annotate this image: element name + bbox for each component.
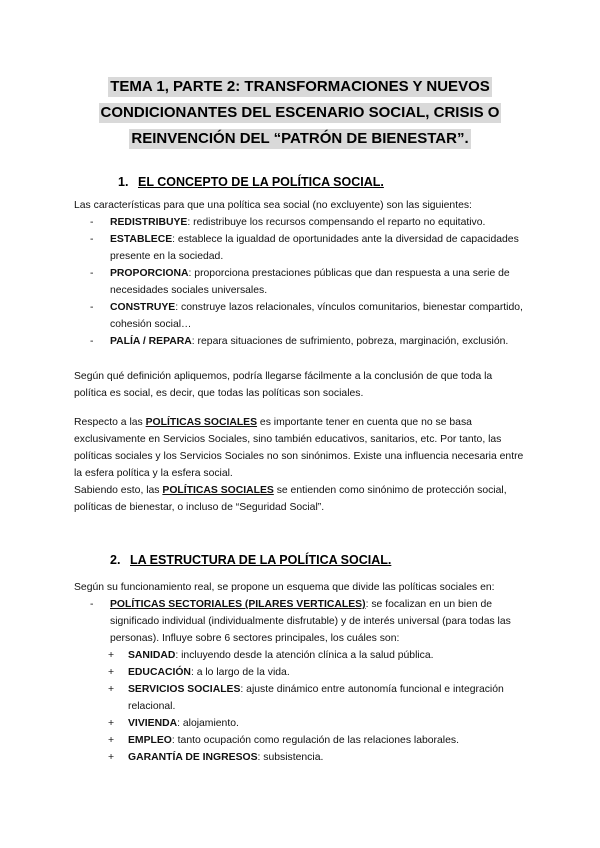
dash-bullet: - — [90, 234, 94, 245]
section-2-intro: Según su funcionamiento real, se propone un esquema que divide las políticas sociales en: — [74, 582, 495, 593]
sector-item — [74, 715, 526, 732]
structure-list — [74, 596, 526, 766]
item-text: : establece la igualdad de oportunidades ante la diversidad de capacidades presente en la sociedad. — [110, 234, 519, 262]
section-2-title: LA ESTRUCTURA DE LA POLÍTICA SOCIAL. — [130, 553, 392, 567]
section-1-number: 1. — [118, 175, 129, 189]
section-2-heading — [110, 553, 391, 567]
list-item — [74, 265, 526, 299]
section-1-title: EL CONCEPTO DE LA POLÍTICA SOCIAL. — [138, 175, 384, 189]
dash-bullet: - — [90, 268, 94, 279]
sector-item — [74, 732, 526, 749]
item-term: ESTABLECE — [110, 234, 173, 245]
list-item — [74, 231, 526, 265]
list-item-sectoriales — [74, 596, 526, 766]
para-text: Sabiendo esto, las — [74, 485, 163, 496]
document-title — [0, 74, 600, 152]
underlined-term: POLÍTICAS SOCIALES — [145, 417, 258, 428]
title-line-2: CONDICIONANTES DEL ESCENARIO SOCIAL, CRISIS O — [100, 104, 500, 121]
plus-bullet: + — [108, 650, 115, 661]
sector-text: : alojamiento. — [177, 718, 239, 729]
plus-bullet: + — [108, 667, 115, 678]
plus-bullet: + — [108, 735, 115, 746]
sector-term: SERVICIOS SOCIALES — [128, 684, 241, 695]
sector-term: EMPLEO — [128, 735, 172, 746]
sector-term: SANIDAD — [128, 650, 176, 661]
sector-item — [74, 647, 526, 664]
sector-term: EDUCACIÓN — [128, 667, 191, 678]
characteristics-list — [74, 214, 526, 350]
para-text: se entienden como sinónimo de protección social, políticas de bienestar, o incluso de “Seguridad Social”. — [74, 485, 507, 513]
item-text: : redistribuye los recursos compensando el reparto no equitativo. — [187, 217, 486, 228]
list-item — [74, 214, 526, 231]
sector-term: VIVIENDA — [128, 718, 178, 729]
list-item — [74, 333, 526, 350]
item-text: : construye lazos relacionales, vínculos comunitarios, bienestar compartido, cohesión social… — [110, 302, 523, 330]
para-text: es importante tener en cuenta que no se basa exclusivamente en Servicios Sociales, sino también educativos, sanitarios, etc. Por tanto, las políticas sociales y los Servicios Sociales no son sinónimos. Existe una influencia necesaria entre la esfera política y la esfera social. — [74, 417, 524, 479]
dash-bullet: - — [90, 217, 94, 228]
sector-text: : subsistencia. — [257, 752, 324, 763]
section-1-intro: Las características para que una política sea social (no excluyente) son las siguientes: — [74, 200, 472, 211]
plus-bullet: + — [108, 752, 115, 763]
sector-text: : a lo largo de la vida. — [190, 667, 290, 678]
title-line-3: REINVENCIÓN DEL “PATRÓN DE BIENESTAR”. — [131, 130, 469, 147]
sector-text: : incluyendo desde la atención clínica a la salud pública. — [175, 650, 434, 661]
plus-bullet: + — [108, 718, 115, 729]
sector-text: : tanto ocupación como regulación de las relaciones laborales. — [171, 735, 459, 746]
item-term: POLÍTICAS SECTORIALES (PILARES VERTICALES) — [110, 599, 366, 610]
sector-item — [74, 749, 526, 766]
sector-item — [74, 681, 526, 715]
item-text: : proporciona prestaciones públicas que dan respuesta a una serie de necesidades sociales universales. — [110, 268, 510, 296]
section-2-number: 2. — [110, 553, 121, 567]
item-term: REDISTRIBUYE — [110, 217, 188, 228]
list-item — [74, 299, 526, 333]
item-term: CONSTRUYE — [110, 302, 176, 313]
item-term: PROPORCIONA — [110, 268, 189, 279]
item-text: : repara situaciones de sufrimiento, pobreza, marginación, exclusión. — [191, 336, 509, 347]
section-1-heading — [118, 175, 384, 189]
dash-bullet: - — [90, 336, 94, 347]
item-text: : se focalizan en un bien de significado individual (individualmente disfrutable) y de interés universal (para todas las personas). Influye sobre 6 sectores principales, los cuáles son: — [110, 599, 511, 644]
paragraph-definition: Según qué definición apliquemos, podría llegarse fácilmente a la conclusión de que toda la política es social, es decir, que todas las políticas son sociales. — [74, 371, 493, 399]
sector-text: : ajuste dinámico entre autonomía funcional e integración relacional. — [128, 684, 504, 712]
dash-bullet: - — [90, 599, 94, 610]
item-term: PALÍA / REPARA — [110, 336, 192, 347]
paragraph-politicas-sociales — [74, 414, 526, 516]
plus-bullet: + — [108, 684, 115, 695]
sectors-list — [74, 647, 526, 766]
underlined-term: POLÍTICAS SOCIALES — [162, 485, 274, 496]
sector-term: GARANTÍA DE INGRESOS — [128, 752, 258, 763]
dash-bullet: - — [90, 302, 94, 313]
para-text: Respecto a las — [74, 417, 146, 428]
sector-item — [74, 664, 526, 681]
title-line-1: TEMA 1, PARTE 2: TRANSFORMACIONES Y NUEVOS — [110, 78, 490, 95]
